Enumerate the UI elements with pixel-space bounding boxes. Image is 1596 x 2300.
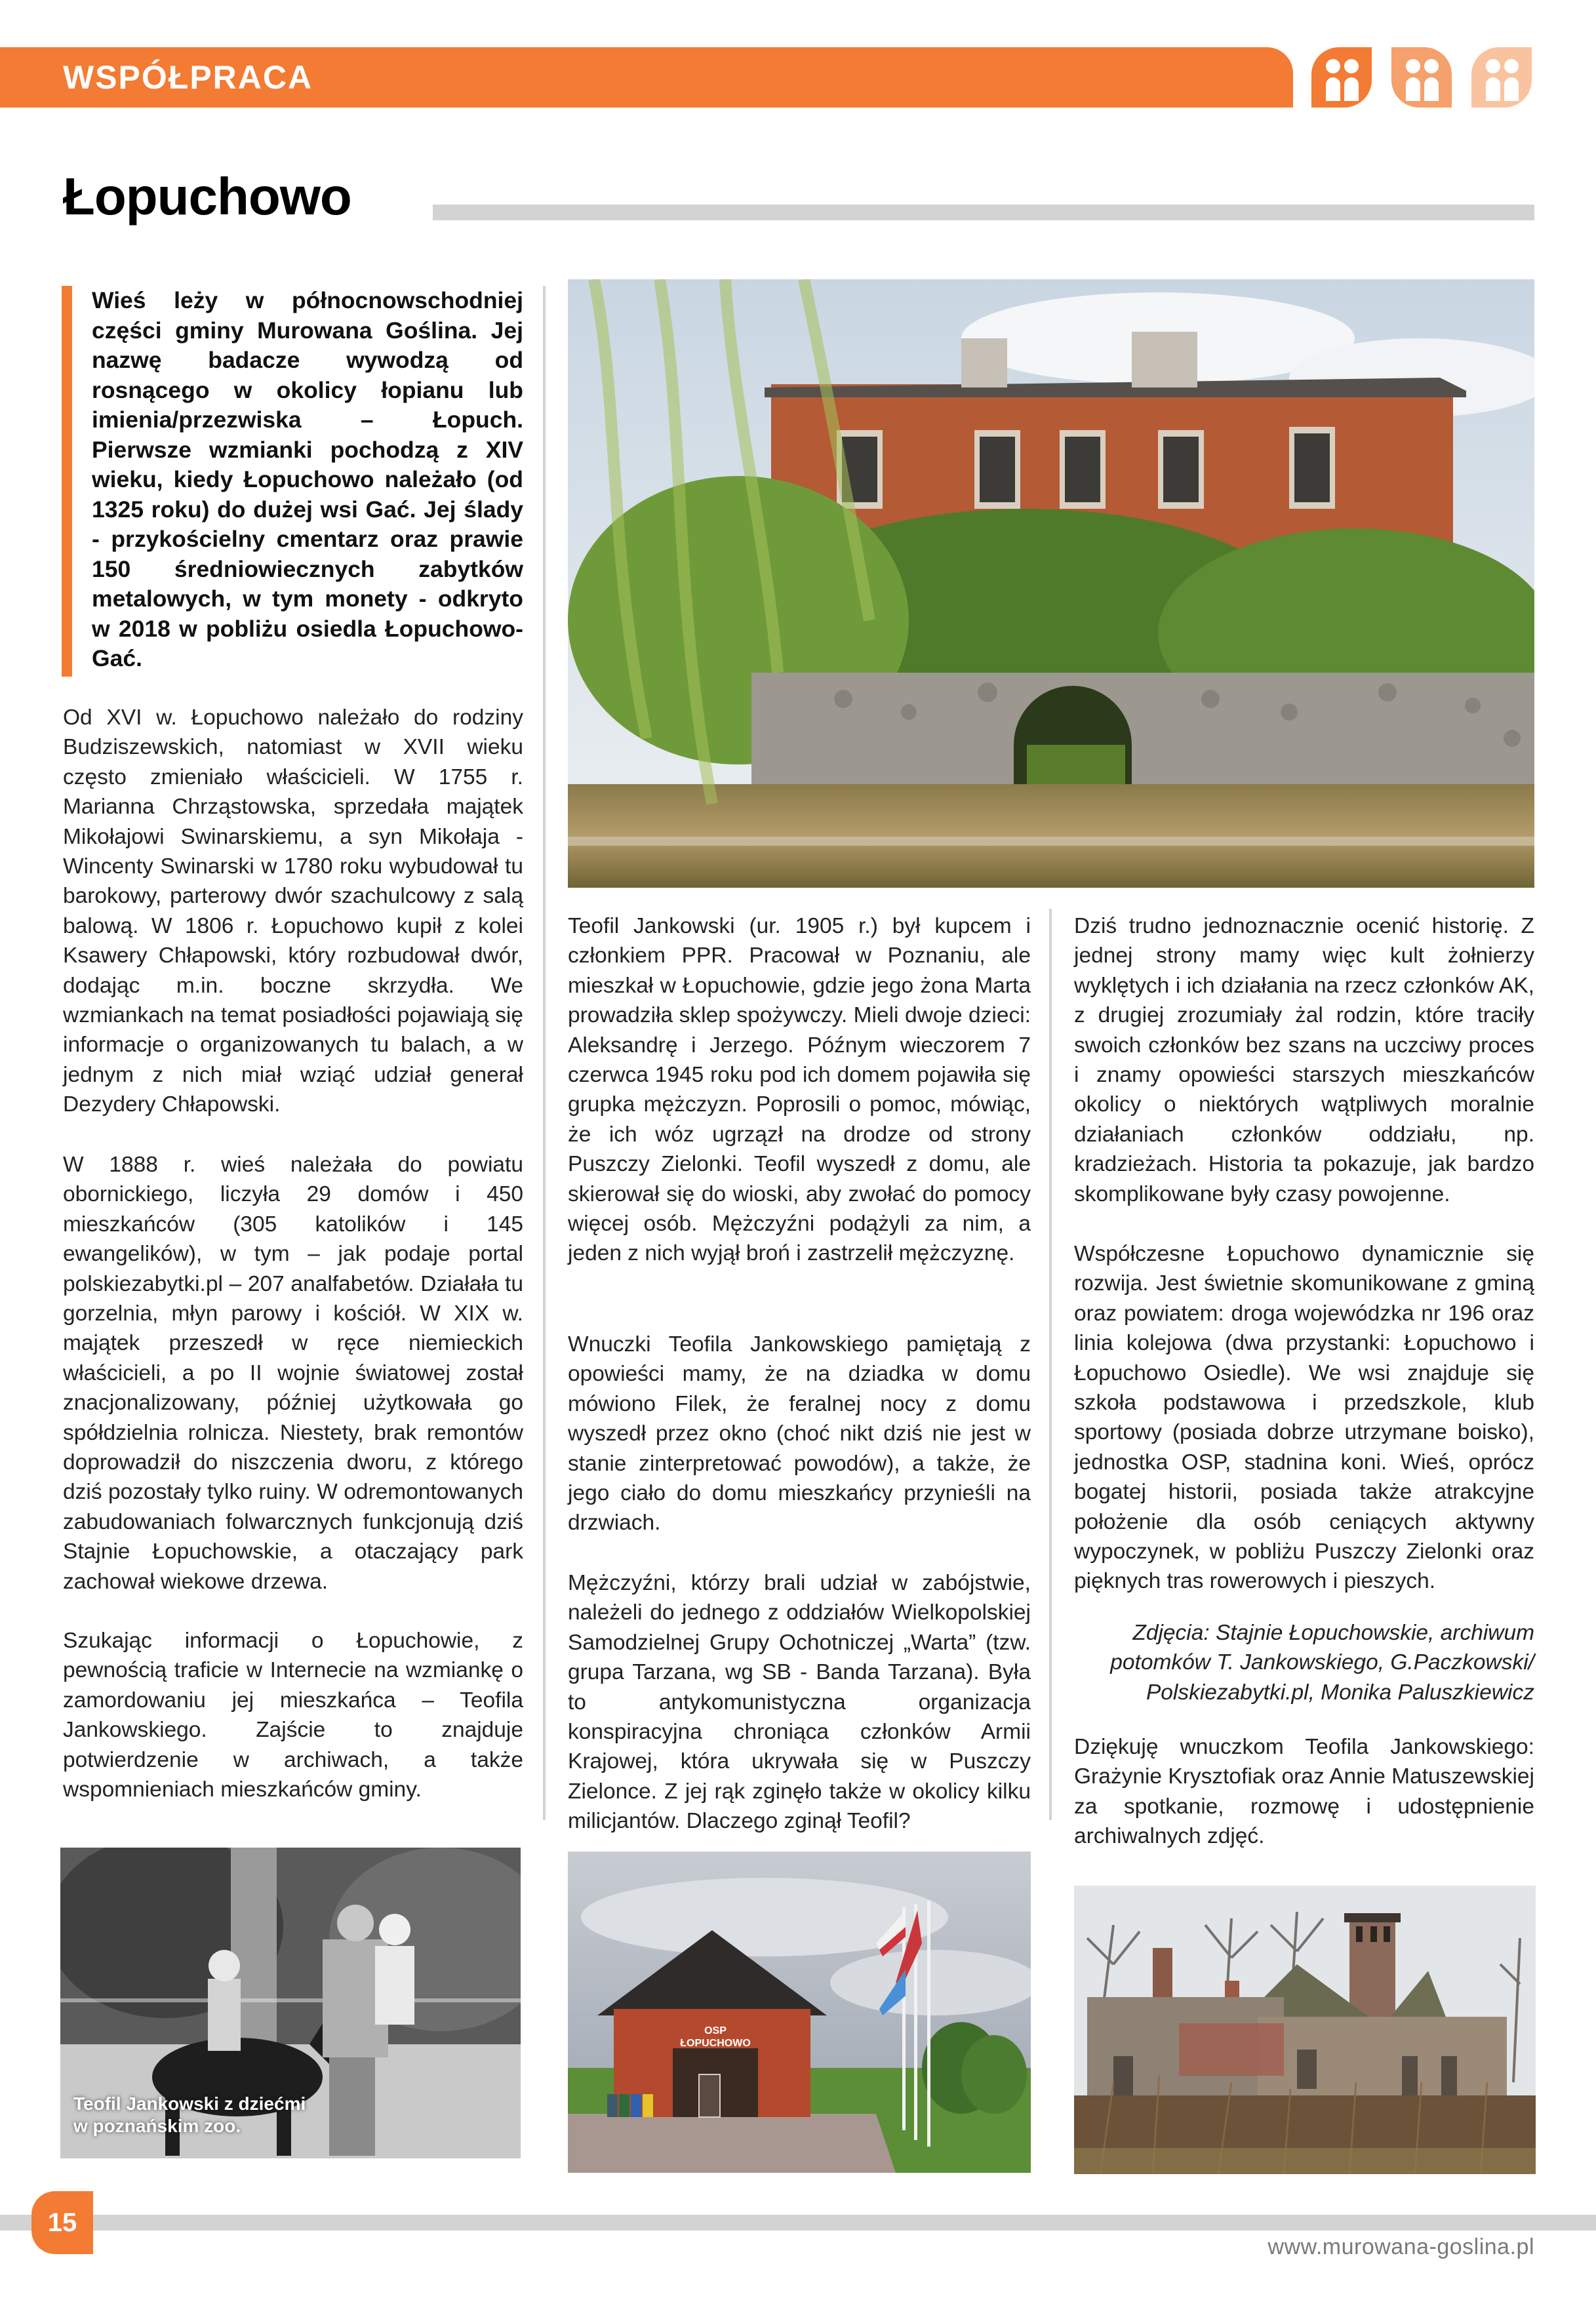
people-logo-icon bbox=[1391, 47, 1452, 108]
column-divider bbox=[543, 286, 546, 1820]
body-paragraph: Od XVI w. Łopuchowo należało do rodziny Budziszewskich, natomiast w XVII wieku często zmieniało właścicieli. W 1755 r. Marianna Chrząstowska, sprzedała majątek Mikołajowi Swinarskiemu, a syn Mikołaja - Wincenty Swinarski w 1780 roku wybudował tu barokowy, parterowy dwór szachulcowy z salą balową. W 1806 r. Łopuchowo kupił z kolei Ksawery Chłapowski, który rozbudował dwór, dodając m.in. boczne skrzydła. We wzmiankach na temat posiadłości pojawiają się informacje o organizowanych tu balach, a w jednym z nich miał wziąć udział generał Dezydery Chłapowski. bbox=[63, 705, 523, 1117]
caption-line: w poznańskim zoo. bbox=[73, 2116, 241, 2136]
footer-rule bbox=[0, 2215, 1596, 2231]
body-paragraph: W 1888 r. wieś należała do powiatu obornickiego, liczyła 29 domów i 450 mieszkańców (305 katolików i 145 ewangelików), w tym – jak podaje portal polskiezabytki.pl – 207 analfabetów. Działała tu gorzelnia, młyn parowy i kościół. W XIX w. majątek przeszedł w ręce niemieckich właścicieli, a po II wojnie światowej został znacjonalizowany, później użytkowała go spółdzielnia rolnicza. Niestety, brak remontów doprowadził do niszczenia dworu, z którego dziś pozostały tylko ruiny. W odremontowanych zabudowaniach folwarcznych funkcjonują dziś Stajnie Łopuchowskie, a otaczający park zachował wiekowe drzewa. bbox=[63, 1153, 523, 1594]
archival-photo-caption bbox=[73, 2093, 306, 2137]
people-logo-icon bbox=[1471, 47, 1532, 108]
body-paragraph: Teofil Jankowski (ur. 1905 r.) był kupcem i członkiem PPR. Pracował w Poznaniu, ale mieszkał w Łopuchowie, gdzie jego żona Marta prowadziła sklep spożywczy. Mieli dwoje dzieci: Aleksandrę i Jerzego. Późnym wieczorem 7 czerwca 1945 roku pod ich domem pojawiła się grupka mężczyzn. Poprosili o pomoc, mówiąc, że ich wóz ugrzązł na drodze od strony Puszczy Zielonki. Teofil wyszedł z domu, ale skierował się do wioski, aby zwołać do pomocy więcej osób. Mężczyźni podążyli za nim, a jeden z nich wyjął broń i zastrzelił mężczyznę. bbox=[568, 914, 1031, 1266]
footer-website-link[interactable]: www.murowana-goslina.pl bbox=[1267, 2234, 1534, 2259]
ruins-photo bbox=[1074, 1886, 1536, 2174]
thanks-paragraph: Dziękuję wnuczkom Teofila Jankowskiego: Grażynie Krysztofiak oraz Annie Matuszewskiej za spotkanie, rozmowę i udostępnienie archiwalnych zdjęć. bbox=[1074, 1735, 1534, 1849]
main-photo-manor bbox=[568, 279, 1534, 888]
title-rule bbox=[433, 205, 1534, 220]
fire-station-photo bbox=[568, 1852, 1031, 2173]
section-label: WSPÓŁPRACA bbox=[63, 59, 313, 96]
body-paragraph: Współczesne Łopuchowo dynamicznie się rozwija. Jest świetnie skomunikowane z gminą oraz powiatem: droga wojewódzka nr 196 oraz linia kolejowa (dwa przystanki: Łopuchowo i Łopuchowo Osiedle). We wsi znajduje się szkoła podstawowa i przedszkole, klub sportowy (posiada dobrze utrzymane boisko), jednostka OSP, stadnina koni. Wieś, oprócz bogatej historii, posiada także atrakcyjne położenie dla osób ceniących aktywny wypoczynek, w pobliżu Puszczy Zielonki oraz pięknych tras rowerowych i pieszych. bbox=[1074, 1242, 1534, 1594]
lead-accent-bar bbox=[62, 286, 72, 677]
page-number: 15 bbox=[47, 2208, 77, 2237]
page-title: Łopuchowo bbox=[63, 167, 351, 226]
body-paragraph: Szukając informacji o Łopuchowie, z pewnością traficie w Internecie na wzmiankę o zamordowaniu jej mieszkańca – Teofila Jankowskiego. Zajście to znajduje potwierdzenie w archiwach, a także wspomnieniach mieszkańców gminy. bbox=[63, 1629, 523, 1802]
caption-line: Teofil Jankowski z dziećmi bbox=[73, 2093, 306, 2114]
body-paragraph: Wnuczki Teofila Jankowskiego pamiętają z opowieści mamy, że na dziadka w domu mówiono Filek, że feralnej nocy z domu wyszedł przez okno (choć nikt dziś nie jest w stanie zinterpretować powodów), a także, że jego ciało do domu mieszkańcy przynieśli na drzwiach. bbox=[568, 1332, 1031, 1536]
fire-station-sign-line1: OSP bbox=[704, 2025, 727, 2036]
body-paragraph: Dziś trudno jednoznacznie ocenić historię. Z jednej strony mamy więc kult żołnierzy wyklętych i ich działania na rzecz członków AK, z drugiej zrozumiały żal rodzin, które traciły swoich członków bez szans na uczciwy proces i znamy opowieści starszych mieszkańców okolicy o niektórych wątpliwych moralnie działaniach członków oddziału, np. kradzieżach. Historia ta pokazuje, jak bardzo skomplikowane były czasy powojenne. bbox=[1074, 914, 1534, 1206]
archival-photo bbox=[60, 1848, 521, 2158]
people-logo-icon bbox=[1311, 47, 1372, 108]
body-paragraph: Mężczyźni, którzy brali udział w zabójstwie, należeli do jednego z oddziałów Wielkopolskiej Samodzielnej Grupy Ochotniczej „Warta” (tzw. grupa Tarzana, wg SB - Banda Tarzana). Była to antykomunistyczna organizacja konspiracyjna chroniąca członków Armii Krajowej, która ukrywała się w Puszczy Zielonce. Z jej rąk zginęło także w okolicy kilku milicjantów. Dlaczego zginął Teofil? bbox=[568, 1571, 1031, 1834]
lead-paragraph: Wieś leży w północnowschodniej części gminy Murowana Goślina. Jej nazwę badacze wywodzą od rosnącego w okolicy łopianu lub imienia/przezwiska – Łopuch. Pierwsze wzmianki pochodzą z XIV wieku, kiedy Łopuchowo należało (od 1325 roku) do dużej wsi Gać. Jej ślady - przykościelny cmentarz oraz prawie 150 średniowiecznych zabytków metalowych, w tym monety - odkryto w 2018 w pobliżu osiedla Łopuchowo-Gać. bbox=[92, 287, 523, 671]
column-divider bbox=[1049, 909, 1052, 1820]
fire-station-sign-line2: ŁOPUCHOWO bbox=[680, 2038, 751, 2049]
photo-credits: Zdjęcia: Stajnie Łopuchowskie, archiwum potomków T. Jankowskiego, G.Paczkowski/ Polskiezabytki.pl, Monika Paluszkiewicz bbox=[1110, 1621, 1534, 1705]
